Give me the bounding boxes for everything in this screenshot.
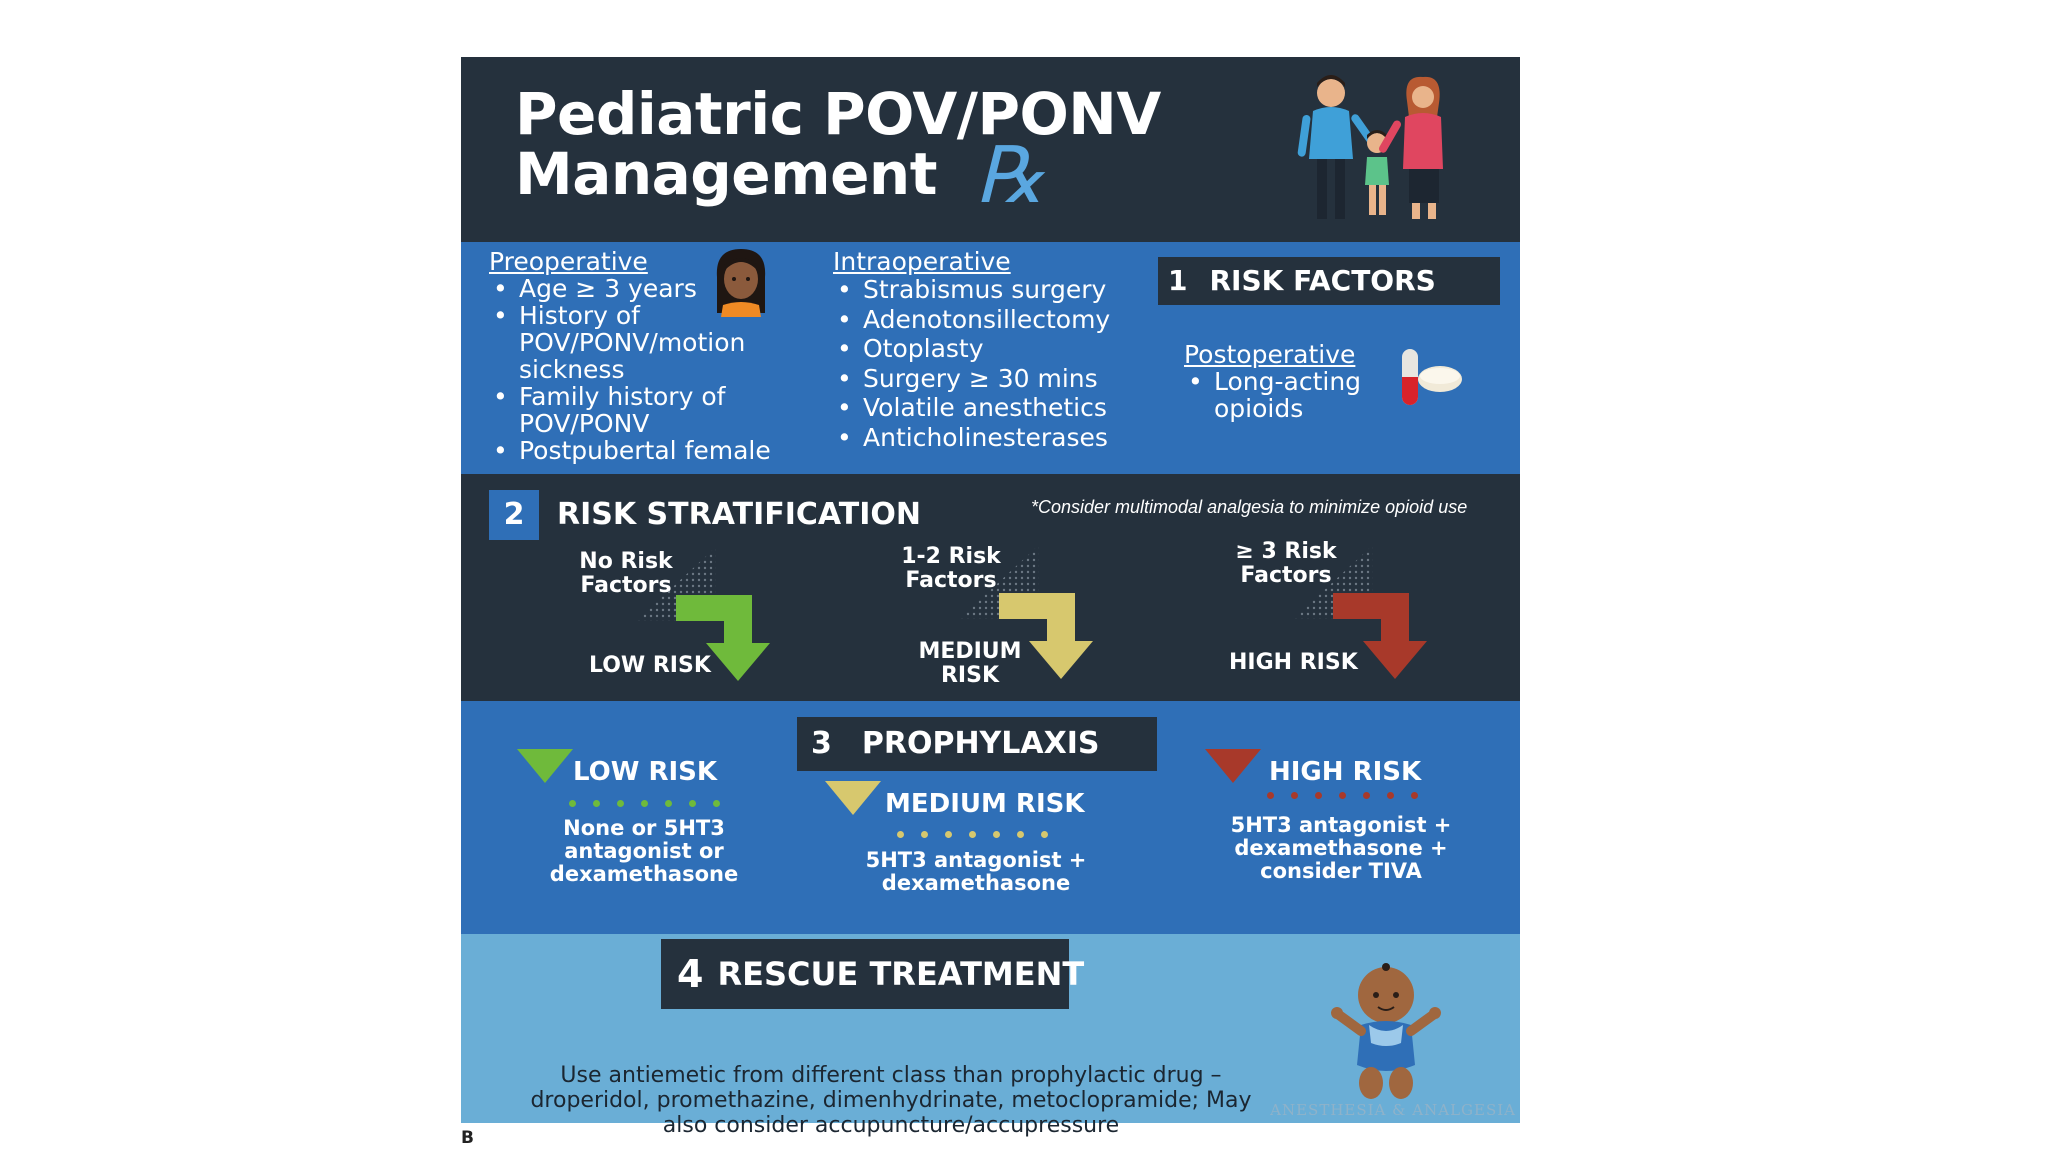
opioid-note: *Consider multimodal analgesia to minimize opioid use <box>1031 497 1468 517</box>
no-risk-factors-label: No Risk Factors <box>579 549 673 598</box>
three-plus-risk-factors-label: ≥ 3 Risk Factors <box>1235 539 1337 588</box>
section-label: PROPHYLAXIS <box>861 726 1100 761</box>
list-item: • Adenotonsillectomy <box>837 304 1111 334</box>
low-risk-triangle-icon <box>517 749 573 783</box>
list-item: • Long-acting opioids <box>1188 367 1362 423</box>
prophylaxis-high-heading: HIGH RISK <box>1269 757 1422 787</box>
rescue-text: Use antiemetic from different class than prophylactic drug – droperidol, promethazine, dimenhydrinate, metoclopramide; May also consider accupuncture/accupressure <box>530 1063 1252 1138</box>
stratification-number-box <box>489 490 539 540</box>
infographic-poster <box>461 57 1520 1138</box>
prophylaxis-high-text: 5HT3 antagonist + dexamethasone + consider TIVA <box>1230 813 1452 883</box>
section-label: RESCUE TREATMENT <box>717 955 1085 993</box>
postoperative-list <box>1184 368 1374 422</box>
medium-risk-triangle-icon <box>825 781 881 815</box>
baby-icon <box>1331 957 1441 1107</box>
high-risk-triangle-icon <box>1205 749 1261 783</box>
list-item: • Postpubertal female <box>493 436 771 465</box>
section-number: 4 <box>677 952 704 996</box>
preoperative-heading: Preoperative <box>489 247 648 276</box>
prophylaxis-low-heading: LOW RISK <box>573 757 718 787</box>
section-number: 3 <box>811 726 832 761</box>
section-label: RISK FACTORS <box>1209 264 1436 297</box>
page-title-line-2: Management <box>515 140 937 208</box>
figure-label: B <box>461 1128 474 1148</box>
medium-dots <box>897 831 1048 838</box>
section-number: 1 <box>1168 264 1188 297</box>
capsule-pill-icon <box>1396 347 1466 411</box>
list-item: • History of POV/PONV/motion sickness <box>493 301 746 384</box>
list-item: • Anticholinesterases <box>837 422 1108 452</box>
list-item: • Strabismus surgery <box>837 275 1107 304</box>
list-item: • Age ≥ 3 years <box>493 274 697 303</box>
section-number: 2 <box>503 497 525 532</box>
low-dots <box>569 800 720 807</box>
low-risk-label: LOW RISK <box>589 653 711 678</box>
high-dots <box>1267 792 1418 799</box>
page-title-line-1: Pediatric POV/PONV <box>515 80 1161 148</box>
postoperative-heading: Postoperative <box>1184 340 1356 369</box>
list-item: • Family history of POV/PONV <box>493 382 726 438</box>
list-item: • Otoplasty <box>837 334 984 363</box>
intraoperative-list <box>833 275 1133 452</box>
risk-factors-header <box>1158 257 1500 305</box>
stratification-header: RISK STRATIFICATION <box>557 497 922 532</box>
prophylaxis-medium-text: 5HT3 antagonist + dexamethasone <box>865 848 1087 895</box>
prophylaxis-medium-heading: MEDIUM RISK <box>885 789 1085 819</box>
one-two-risk-factors-label: 1-2 Risk Factors <box>901 544 1001 593</box>
medium-risk-label: MEDIUM RISK <box>918 639 1022 688</box>
list-item: • Volatile anesthetics <box>837 393 1107 422</box>
rx-symbol: ℞ <box>975 131 1045 221</box>
publisher-watermark: ANESTHESIA & ANALGESIA <box>1270 1101 1516 1119</box>
rescue-header <box>661 939 1085 1009</box>
high-risk-label: HIGH RISK <box>1229 650 1358 675</box>
prophylaxis-low-text: None or 5HT3 antagonist or dexamethasone <box>549 816 739 886</box>
girl-avatar-icon <box>711 247 771 319</box>
prophylaxis-header <box>797 717 1157 771</box>
list-item: • Surgery ≥ 30 mins <box>837 363 1098 393</box>
intraoperative-heading: Intraoperative <box>833 247 1011 276</box>
family-icon <box>1291 67 1461 227</box>
